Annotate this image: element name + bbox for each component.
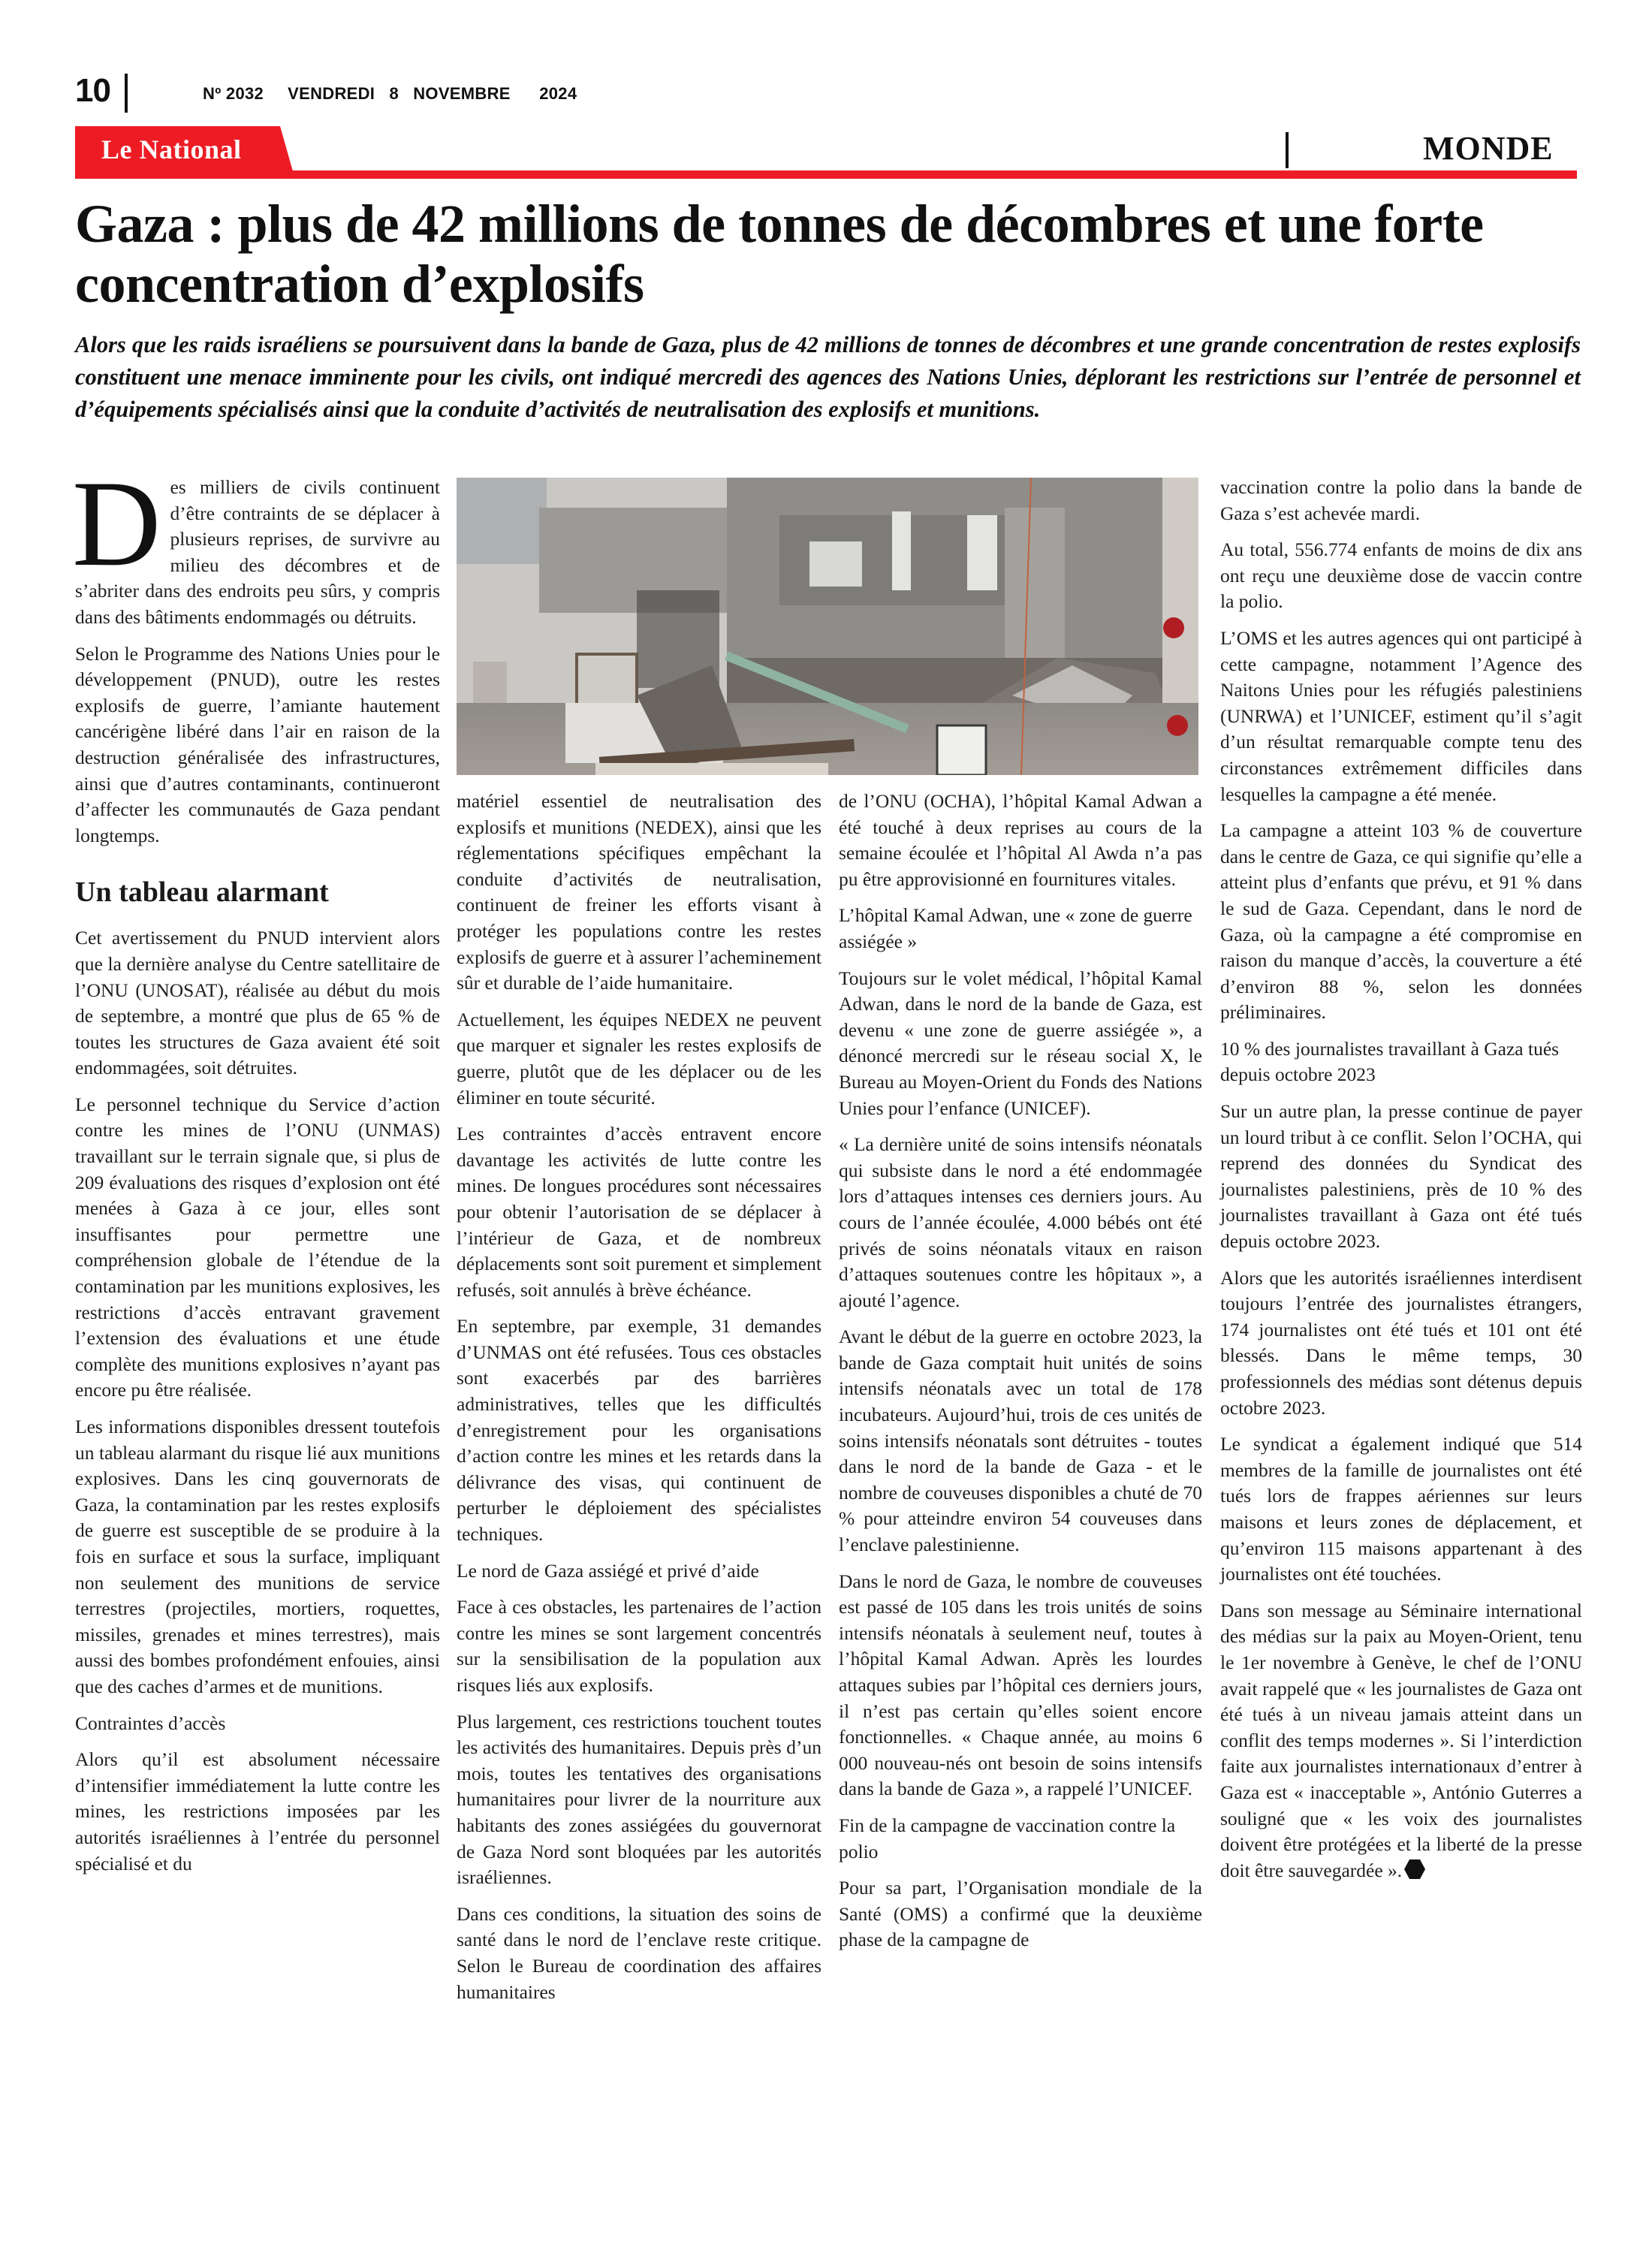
article-column-1 (72, 456, 440, 1887)
article-photo (457, 478, 1198, 775)
article-column-4 (1220, 475, 1582, 1894)
paragraph: Face à ces obstacles, les partenaires de l’action contre les mines se sont largement concentrés sur la sensibilisation de la population aux risques liés aux explosifs. (457, 1596, 821, 1696)
paragraph: Dans le nord de Gaza, le nombre de couveuses est passé de 105 dans les trois unités de soins intensifs néonatals à seulement neuf, toutes à l’hôpital Kamal Adwan. Après les lourdes attaques subies par l’hôpital ces derniers jours, il n’est pas certain qu’elles soient encore fonctionnelles. « Chaque année, au moins 6 000 nouveau-nés ont besoin de soins intensifs dans la bande de Gaza », a rappelé l’UNICEF. (839, 1570, 1202, 1800)
paragraph: Le syndicat a également indiqué que 514 membres de la famille de journalistes ont été tués lors de frappes aériennes sur leurs maisons et leurs zones de déplacement, et qu’environ 115 maisons appartenant à des journalistes ont été touchées. (1220, 1433, 1582, 1585)
article-column-2 (457, 789, 821, 2016)
section-label: MONDE (1423, 130, 1554, 167)
paragraph: Sur un autre plan, la presse continue de payer un lourd tribut à ce conflit. Selon l’OCHA, qui reprend des données du Syndicat des journalistes palestiniens, près de 10 % des journalistes travaillant à Gaza ont été tués depuis octobre 2023. (1220, 1100, 1582, 1253)
paragraph: vaccination contre la polio dans la bande de Gaza s’est achevée mardi. (1220, 476, 1582, 524)
paragraph: Avant le début de la guerre en octobre 2023, la bande de Gaza comptait huit unités de soins intensifs néonatals avec un total de 178 incubateurs. Aujourd’hui, trois de ces unités de soins intensifs néonatals sont détruites - toutes dans le nord de la bande de Gaza - et le nombre de couveuses disponibles a chuté de 70 % pour atteindre environ 54 couveuses dans l’enclave palestinienne. (839, 1326, 1202, 1556)
header-divider (125, 74, 128, 113)
paragraph: Selon le Programme des Nations Unies pour le développement (PNUD), outre les restes explosifs de guerre, l’amiante hautement cancérigène libéré dans l’air en raison de la destruction généralisée des infrastructures, ainsi que d’autres contaminants, continueront d’affecter les communautés de Gaza pendant longtemps. (75, 642, 440, 846)
subheading-vaccination-polio: Fin de la campagne de vaccination contre la polio (839, 1814, 1176, 1862)
article-column-3 (839, 789, 1202, 1964)
issue-date-line: Nº 2032 VENDREDI 8 NOVEMBRE 2024 (203, 84, 577, 103)
subheading-contraintes-acces: Contraintes d’accès (75, 1712, 226, 1734)
paragraph: Cet avertissement du PNUD intervient alors que la dernière analyse du Centre satellitaire de l’ONU (UNOSAT), réalisée au début du mois de septembre, a montré que plus de 65 % de toutes les structures de Gaza avaient été soit endommagées, soit détruites. (75, 927, 440, 1079)
drop-cap: D (72, 456, 161, 592)
paragraph-final (1220, 1598, 1582, 1884)
paragraph: Les contraintes d’accès entravent encore davantage les activités de lutte contre les mines. De longues procédures sont nécessaires pour obtenir l’autorisation de se déplacer à l’intérieur de Gaza, et de nombreux déplacements sont soit purement et simplement refusés, soit annulés à brève échéance. (457, 1123, 821, 1301)
paragraph: matériel essentiel de neutralisation des explosifs et munitions (NEDEX), ainsi que les réglementations spécifiques empêchant la conduite d’activités de neutralisation, continuent de freiner les efforts visant à protéger les populations contre les restes explosifs de guerre et à assurer l’acheminement sûr et durable de l’aide humanitaire. (457, 790, 821, 994)
paragraph-text: es milliers de civils continuent d’être contraints de se déplacer à plusieurs reprises, de survivre au milieu des décombres et de s’abriter dans des endroits peu sûrs, y compris dans des bâtiments endommagés ou détruits. (75, 476, 440, 628)
paragraph-text: Dans son message au Séminaire international des médias sur la paix au Moyen-Orient, tenu le 1er novembre à Genève, le chef de l’ONU avait rappelé que « les journalistes de Gaza ont été tués à un niveau jamais atteint dans un conflit des temps modernes ». Si l’interdiction faite aux journalistes internationaux d’entrer à Gaza est « inacceptable », António Guterres a souligné que « les voix des journalistes doivent être protégées et la liberté de la presse doit être sauvegardée ». (1220, 1599, 1582, 1881)
paragraph: Dans ces conditions, la situation des soins de santé dans le nord de l’enclave reste critique. Selon le Bureau de coordination des affaires humanitaires (457, 1902, 821, 2003)
page-number: 10 (75, 72, 110, 109)
paragraph (72, 456, 440, 631)
header-rule (75, 170, 1577, 179)
section-divider (1286, 132, 1289, 168)
paragraph: Alors que les autorités israéliennes interdisent toujours l’entrée des journalistes étrangers, 174 journalistes ont été tués et 101 ont été blessés. Dans le même temps, 30 professionnels des médias sont détenus depuis octobre 2023. (1220, 1266, 1582, 1419)
paragraph: de l’ONU (OCHA), l’hôpital Kamal Adwan a été touché à deux reprises au cours de la semaine écoulée et l’hôpital Al Awda n’a pas pu être approvisionné en fournitures vitales. (839, 790, 1202, 890)
paragraph: Pour sa part, l’Organisation mondiale de la Santé (OMS) a confirmé que la deuxième phase de la campagne de (839, 1877, 1202, 1951)
subheading-tableau-alarmant: Un tableau alarmant (75, 876, 329, 909)
paragraph: La campagne a atteint 103 % de couverture dans le centre de Gaza, ce qui signifie qu’elle a atteint plus d’enfants que prévu, et 91 % dans le sud de Gaza. Cependant, dans le nord de Gaza, où la campagne a été compromise en raison du manque d’accès, la couverture a été d’environ 88 %, selon les données préliminaires. (1220, 819, 1582, 1024)
article-lede: Alors que les raids israéliens se poursuivent dans la bande de Gaza, plus de 42 millions de tonnes de décombres et une grande concentration de restes explosifs constituent une menace imminente pour les civils, ont indiqué mercredi des agences des Nations Unies, déplorant les restrictions sur l’entrée de personnel et d’équipements spécialisés ainsi que la conduite d’activités de neutralisation des explosifs et munitions. (75, 332, 1581, 422)
paragraph: Alors qu’il est absolument nécessaire d’intensifier immédiatement la lutte contre les mines, les restrictions imposées par les autorités israéliennes à l’entrée du personnel spécialisé et du (75, 1748, 440, 1874)
rubble-photo-icon (457, 478, 1198, 775)
paragraph: En septembre, par exemple, 31 demandes d’UNMAS ont été refusées. Tous ces obstacles sont exacerbés par des barrières administratives, telles que les difficultés d’enregistrement pour les organisations d’action contre les mines et les retards dans la délivrance des visas, qui continuent de perturber le déploiement des spécialistes techniques. (457, 1315, 821, 1546)
paragraph: L’OMS et les autres agences qui ont participé à cette campagne, notamment l’Agence des Naitons Unies pour les réfugiés palestiniens (UNRWA) et l’UNICEF, estiment qu’il s’agit d’un résultat remarquable compte tenu des circonstances extrêmement difficiles dans lesquelles la campagne a été menée. (1220, 626, 1582, 805)
brand-logo: Le National (101, 134, 242, 164)
paragraph: Les informations disponibles dressent toutefois un tableau alarmant du risque lié aux munitions explosives. Dans les cinq gouvernorats de Gaza, la contamination par les restes explosifs de guerre est susceptible de se produire à la fois en surface et sous la surface, impliquant non seulement des munitions de service terrestres (projectiles, mortiers, roquettes, missiles, grenades et mines terrestres), mais aussi des bombes profondément enfouies, ainsi que des caches d’armes et de munitions. (75, 1416, 440, 1697)
subheading-journalistes: 10 % des journalistes travaillant à Gaza tués depuis octobre 2023 (1220, 1037, 1560, 1086)
paragraph: Toujours sur le volet médical, l’hôpital Kamal Adwan, dans le nord de la bande de Gaza, est devenu « une zone de guerre assiégée », a dénoncé mercredi sur le réseau social X, le Bureau au Moyen-Orient du Fonds des Nations Unies pour l’enfance (UNICEF). (839, 967, 1202, 1119)
article-headline: Gaza : plus de 42 millions de tonnes de décombres et une forte concentration d’explosifs (75, 194, 1484, 314)
paragraph: Plus largement, ces restrictions touchent toutes les activités des humanitaires. Depuis près d’un mois, toutes les tentatives des organisations humanitaires pour livrer de la nourriture aux habitants des zones assiégées du gouvernorat de Gaza Nord sont bloquées par les autorités israéliennes. (457, 1710, 821, 1889)
paragraph: Au total, 556.774 enfants de moins de dix ans ont reçu une deuxième dose de vaccin contre la polio. (1220, 538, 1582, 613)
paragraph: Actuellement, les équipes NEDEX ne peuvent que marquer et signaler les restes explosifs de guerre, plutôt que de les déplacer ou de les éliminer en toute sécurité. (457, 1008, 821, 1108)
subheading-nord-gaza: Le nord de Gaza assiégé et privé d’aide (457, 1559, 759, 1582)
paragraph: « La dernière unité de soins intensifs néonatals qui subsiste dans le nord a été endommagée lors d’attaques intenses ces derniers jours. Au cours de l’année écoulée, 4.000 bébés ont été privés de soins néonatals vitaux en raison d’attaques soutenues contre les hôpitaux », a ajouté l’agence. (839, 1133, 1202, 1311)
subheading-kamal-adwan: L’hôpital Kamal Adwan, une « zone de guerre assiégée » (839, 904, 1192, 952)
paragraph: Le personnel technique du Service d’action contre les mines de l’ONU (UNMAS) travaillant sur le terrain signale que, si plus de 209 évaluations des risques d’explosion ont été menées à Gaza à ce jour, elles sont insuffisantes pour permettre une compréhension globale de l’étendue de la contamination par les munitions explosives, les restrictions d’accès entravant gravement l’extension des évaluations et une étude complète des munitions explosives n’ayant pas encore pu être réalisée. (75, 1093, 440, 1401)
end-of-article-hexagon-icon (1403, 1859, 1426, 1880)
